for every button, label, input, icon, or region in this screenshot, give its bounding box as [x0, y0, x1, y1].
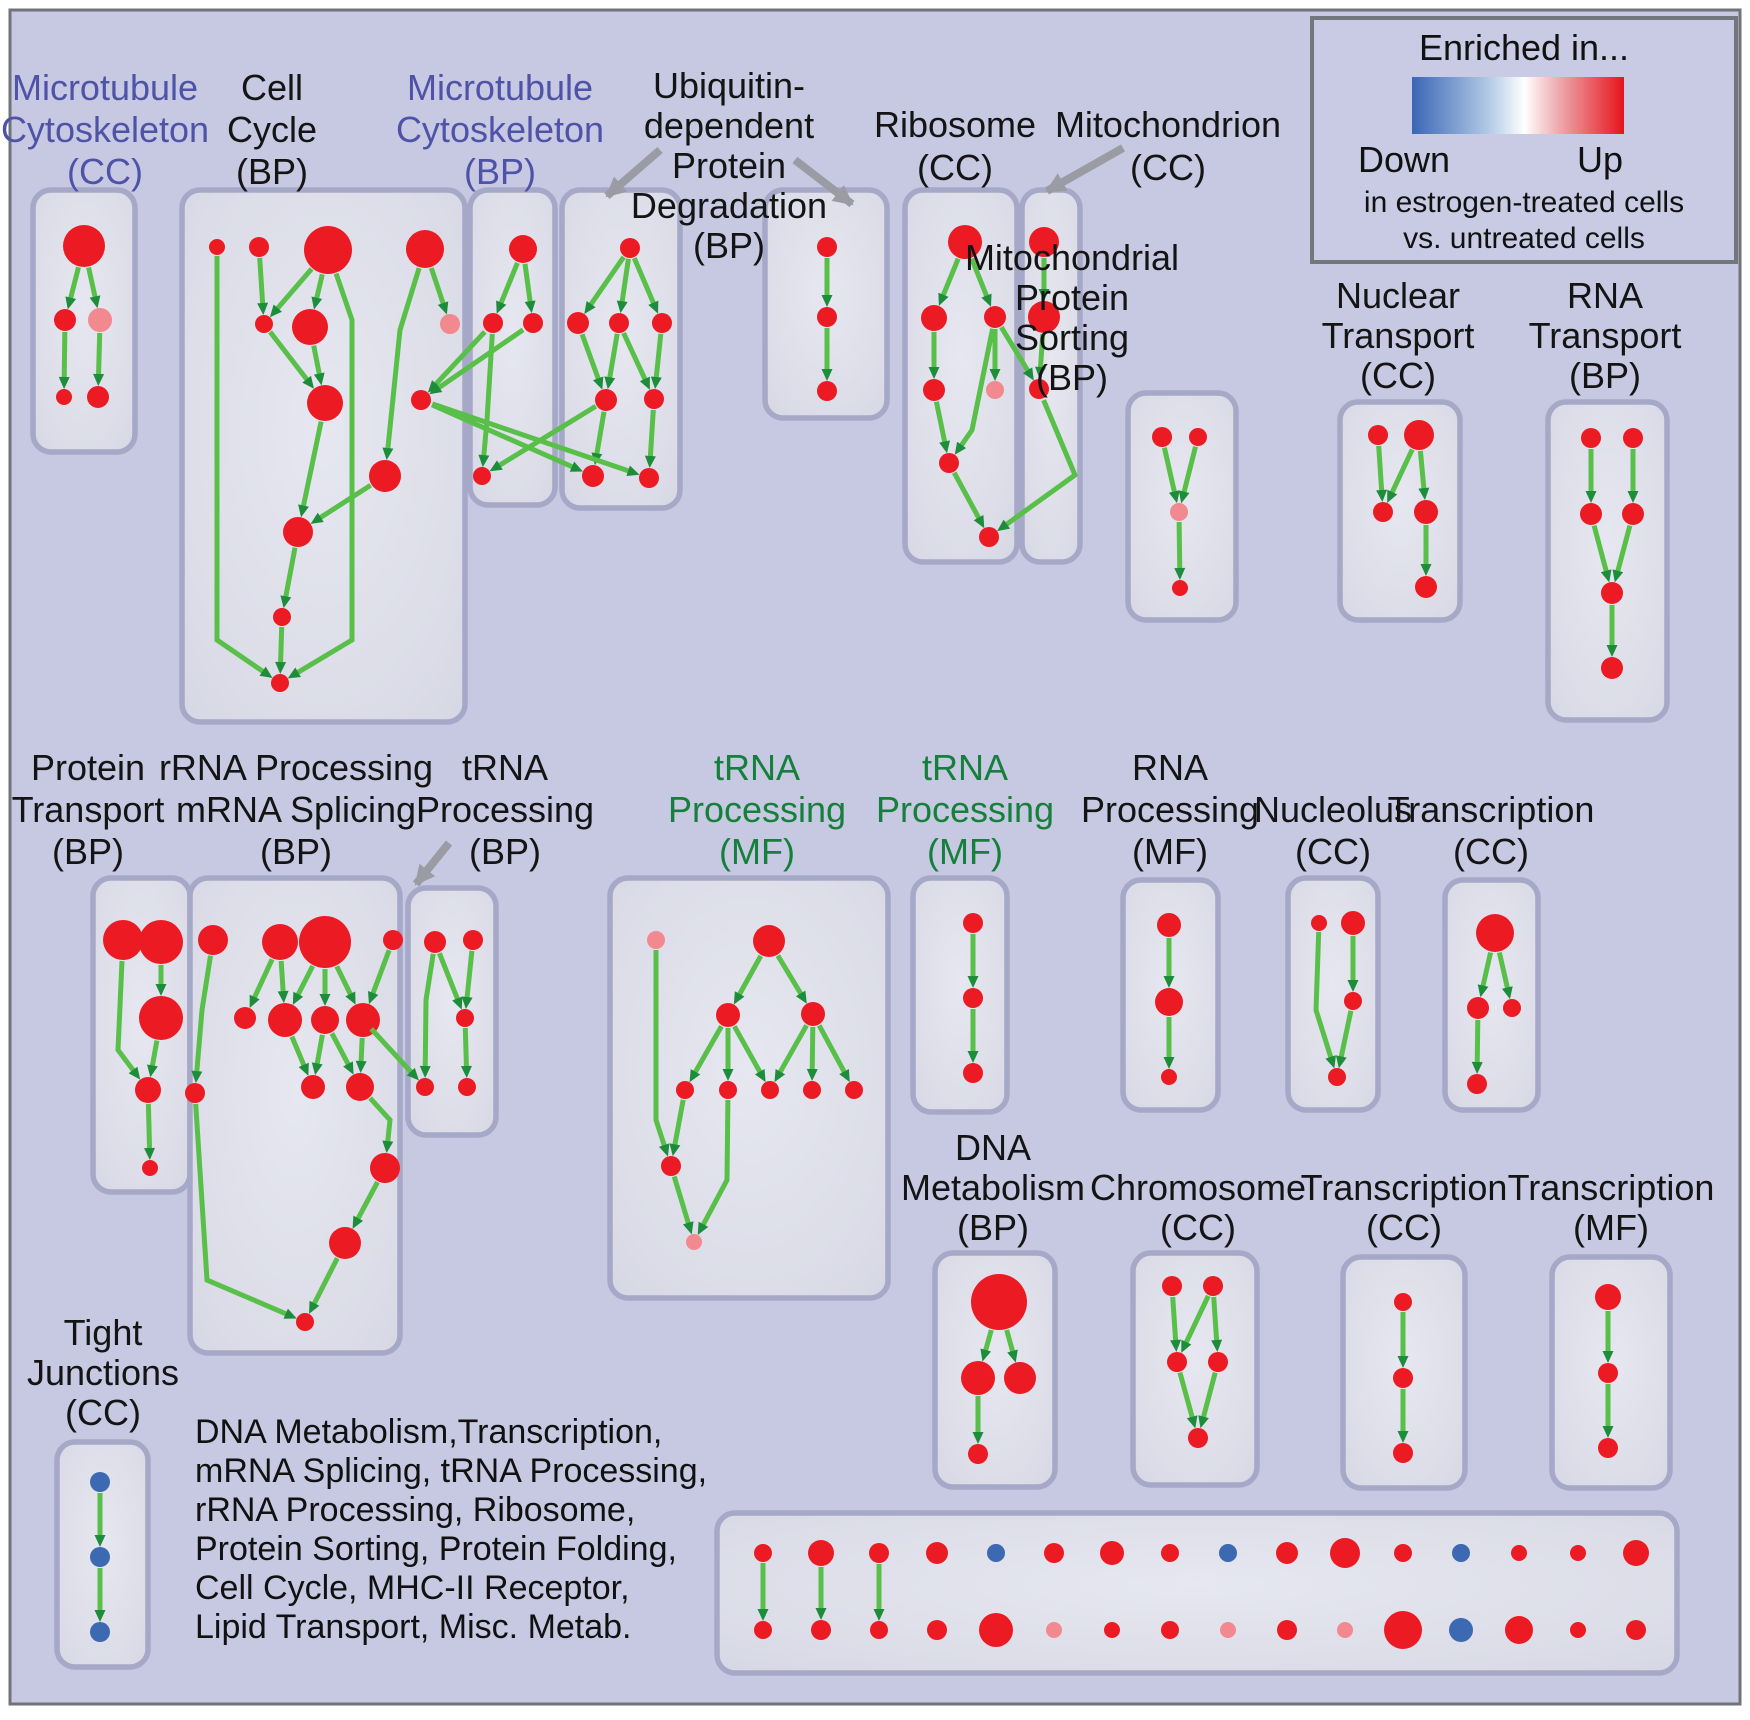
go-term-node: [870, 1621, 888, 1639]
go-term-node: [1626, 1620, 1646, 1640]
go-term-node: [406, 230, 444, 268]
go-term-node: [135, 1077, 161, 1103]
cluster-label-transcription-mf: (MF): [1573, 1207, 1649, 1248]
go-term-node: [979, 527, 999, 547]
cluster-label-cell-cycle-bp: Cycle: [226, 109, 318, 150]
go-term-node: [979, 1613, 1013, 1647]
cluster-label-ribosome-cc: Ribosome: [873, 104, 1037, 145]
legend-up-label: Up: [1576, 139, 1624, 180]
go-term-node: [1152, 427, 1172, 447]
go-term-node: [1580, 503, 1602, 525]
legend-down-label: Down: [1357, 139, 1451, 180]
cluster-box-chromosome-cc: [1133, 1253, 1257, 1485]
cluster-label-transcription-cc-lower: (CC): [1366, 1207, 1442, 1248]
go-term-node: [761, 1081, 779, 1099]
go-edge: [1379, 446, 1382, 493]
cluster-label-rna-transport-bp: RNA: [1566, 275, 1644, 316]
go-term-node: [63, 225, 105, 267]
cluster-label-transcription-cc-upper: (CC): [1453, 831, 1529, 872]
cluster-label-mitochondrial-protein-sorting-bp: Sorting: [1014, 317, 1130, 358]
go-term-node: [383, 930, 403, 950]
cluster-label-trna-processing-mf-small: (MF): [927, 831, 1003, 872]
cluster-label-microtubule-cytoskeleton-bp: Cytoskeleton: [395, 109, 605, 150]
go-term-node: [255, 315, 273, 333]
go-term-node: [1277, 1620, 1297, 1640]
cluster-label-transcription-cc-lower: Transcription: [1300, 1167, 1508, 1208]
go-term-node: [971, 1274, 1027, 1330]
cluster-label-cell-cycle-bp: Cell: [240, 67, 304, 108]
go-term-node: [1598, 1438, 1618, 1458]
go-term-node: [609, 313, 629, 333]
text-block-line: Cell Cycle, MHC-II Receptor,: [195, 1569, 630, 1607]
cluster-label-microtubule-cytoskeleton-cc: Microtubule: [11, 67, 199, 108]
go-term-node: [1203, 1276, 1223, 1296]
legend-title: Enriched in...: [1418, 27, 1630, 68]
go-term-node: [509, 235, 537, 263]
go-term-node: [1337, 1622, 1353, 1638]
text-block-line: mRNA Splicing, tRNA Processing,: [195, 1452, 708, 1490]
go-edge: [650, 410, 653, 459]
go-term-node: [1570, 1545, 1586, 1561]
cluster-label-mitochondrial-protein-sorting-bp: Mitochondrial: [964, 237, 1180, 278]
go-term-node: [686, 1234, 702, 1250]
go-term-node: [1167, 1352, 1187, 1372]
go-term-node: [369, 460, 401, 492]
go-term-node: [817, 307, 837, 327]
cluster-label-rna-processing-mf: Processing: [1080, 789, 1260, 830]
go-term-node: [754, 1621, 772, 1639]
go-term-node: [90, 1472, 110, 1492]
go-term-node: [1414, 500, 1438, 524]
go-term-node: [1220, 1622, 1236, 1638]
go-term-node: [234, 1007, 256, 1029]
go-term-node: [1341, 911, 1365, 935]
misc-categories-text-block: [195, 1413, 707, 1646]
label-line: dependent: [643, 105, 815, 146]
go-term-node: [56, 389, 72, 405]
go-term-node: [456, 1009, 474, 1027]
label-line: Degradation: [630, 185, 828, 226]
cluster-label-trna-processing-mf-small: tRNA: [921, 747, 1009, 788]
cluster-label-microtubule-cytoskeleton-cc: (CC): [67, 151, 143, 192]
go-edge: [812, 1027, 813, 1072]
go-term-node: [1598, 1363, 1618, 1383]
go-term-node: [639, 468, 659, 488]
go-term-node: [1404, 420, 1434, 450]
go-term-node: [567, 312, 589, 334]
cluster-label-dna-metabolism-bp: Metabolism: [900, 1167, 1086, 1208]
go-term-node: [1172, 580, 1188, 596]
go-term-node: [90, 1547, 110, 1567]
cluster-label-protein-transport-bp: (BP): [52, 831, 124, 872]
go-term-node: [652, 313, 672, 333]
go-term-node: [968, 1444, 988, 1464]
go-term-node: [1162, 1276, 1182, 1296]
go-term-node: [1330, 1538, 1360, 1568]
go-edge: [361, 1038, 362, 1064]
cluster-label-tight-junctions-cc: Junctions: [26, 1352, 180, 1393]
go-term-node: [424, 931, 446, 953]
cluster-box-nuclear-transport-cc: [1340, 402, 1460, 620]
cluster-label-mitochondrial-protein-sorting-bp: (BP): [1036, 357, 1108, 398]
cluster-label-trna-processing-bp: tRNA: [461, 747, 549, 788]
cluster-label-tight-junctions-cc: Tight: [63, 1312, 143, 1353]
go-term-node: [209, 239, 225, 255]
cluster-label-trna-processing-bp: Processing: [415, 789, 595, 830]
go-term-node: [483, 313, 503, 333]
go-term-node: [926, 1542, 948, 1564]
go-term-node: [647, 931, 665, 949]
go-term-node: [1415, 576, 1437, 598]
cluster-label-cell-cycle-bp: (BP): [236, 151, 308, 192]
cluster-label-microtubule-cytoskeleton-cc: Cytoskeleton: [0, 109, 210, 150]
cluster-label-dna-metabolism-bp: (BP): [957, 1207, 1029, 1248]
go-term-node: [523, 313, 543, 333]
go-term-node: [1189, 428, 1207, 446]
cluster-label-rna-processing-mf: RNA: [1131, 747, 1209, 788]
go-term-node: [1311, 915, 1327, 931]
go-edge: [64, 332, 65, 380]
go-term-node: [1004, 1362, 1036, 1394]
go-term-node: [1208, 1352, 1228, 1372]
go-edge: [260, 258, 263, 306]
go-term-node: [1157, 913, 1181, 937]
go-term-node: [262, 924, 298, 960]
cluster-label-rrna-processing-mrna-splicing-bp: rRNA Processing: [158, 747, 434, 788]
go-term-node: [1161, 1621, 1179, 1639]
cluster-label-mitochondrion-cc: (CC): [1130, 147, 1206, 188]
go-term-node: [1595, 1284, 1621, 1310]
cluster-misc-cluster: [717, 1513, 1677, 1673]
go-term-node: [801, 1002, 825, 1026]
cluster-nuclear-transport-cc: [1322, 275, 1475, 620]
go-term-node: [984, 306, 1006, 328]
go-edge: [99, 333, 100, 377]
go-term-node: [927, 1620, 947, 1640]
go-term-node: [1393, 1443, 1413, 1463]
go-term-node: [803, 1081, 821, 1099]
cluster-label-trna-processing-mf-small: Processing: [875, 789, 1055, 830]
go-term-node: [1161, 1069, 1177, 1085]
go-edge: [1173, 1297, 1176, 1343]
go-term-node: [1467, 997, 1489, 1019]
go-term-node: [1581, 428, 1601, 448]
go-edge: [1477, 1020, 1478, 1065]
go-term-node: [103, 920, 143, 960]
cluster-label-mitochondrial-protein-sorting-bp: Protein: [1014, 277, 1130, 318]
label-line: Ubiquitin-: [652, 65, 806, 106]
cluster-label-nuclear-transport-cc: Transport: [1321, 315, 1475, 356]
cluster-label-microtubule-cytoskeleton-bp: (BP): [464, 151, 536, 192]
go-term-node: [1384, 1611, 1422, 1649]
go-term-node: [620, 238, 640, 258]
go-term-node: [1373, 502, 1393, 522]
cluster-label-nucleolus-cc: Nucleolus: [1253, 789, 1413, 830]
legend-subtitle-line2: vs. untreated cells: [1403, 222, 1645, 255]
cluster-box-trna-processing-bp: [408, 888, 496, 1135]
cluster-label-nuclear-transport-cc: (CC): [1360, 355, 1436, 396]
go-term-node: [869, 1543, 889, 1563]
go-term-node: [754, 1544, 772, 1562]
go-term-node: [595, 389, 617, 411]
go-term-node: [139, 920, 183, 964]
cluster-label-protein-transport-bp: Protein: [30, 747, 146, 788]
cluster-ubiquitin-degradation-box-1: [562, 190, 680, 508]
go-term-node: [1104, 1622, 1120, 1638]
cluster-label-microtubule-cytoskeleton-bp: Microtubule: [406, 67, 594, 108]
cluster-label-trna-processing-mf-large: (MF): [719, 831, 795, 872]
go-term-node: [845, 1081, 863, 1099]
go-term-node: [1188, 1428, 1208, 1448]
go-term-node: [268, 1003, 302, 1037]
go-term-node: [963, 913, 983, 933]
go-term-node: [1623, 428, 1643, 448]
go-term-node: [139, 996, 183, 1040]
go-term-node: [473, 467, 491, 485]
go-edge: [1214, 1297, 1217, 1343]
go-edge: [465, 1028, 466, 1069]
go-term-node: [963, 988, 983, 1008]
go-term-node: [1161, 1544, 1179, 1562]
go-term-node: [1449, 1618, 1473, 1642]
cluster-label-rna-transport-bp: Transport: [1528, 315, 1682, 356]
go-term-node: [1623, 1540, 1649, 1566]
go-term-node: [923, 379, 945, 401]
cluster-box-ubiquitin-degradation-box-1: [562, 190, 680, 508]
cluster-label-transcription-mf: Transcription: [1507, 1167, 1715, 1208]
go-term-node: [963, 1063, 983, 1083]
go-term-node: [987, 1544, 1005, 1562]
go-term-node: [292, 309, 328, 345]
go-term-node: [54, 309, 76, 331]
cluster-label-tight-junctions-cc: (CC): [65, 1392, 141, 1433]
go-term-node: [1393, 1368, 1413, 1388]
go-term-node: [661, 1156, 681, 1176]
cluster-rna-transport-bp: [1529, 275, 1682, 720]
go-term-node: [370, 1153, 400, 1183]
go-term-node: [198, 925, 228, 955]
go-term-node: [1394, 1544, 1412, 1562]
cluster-label-trna-processing-bp: (BP): [469, 831, 541, 872]
go-term-node: [1476, 914, 1514, 952]
go-term-node: [346, 1073, 374, 1101]
cluster-label-trna-processing-mf-large: Processing: [667, 789, 847, 830]
cluster-label-trna-processing-mf-large: tRNA: [713, 747, 801, 788]
cluster-label-dna-metabolism-bp: DNA: [954, 1127, 1032, 1168]
cluster-label-chromosome-cc: Chromosome: [1089, 1167, 1307, 1208]
label-line: Protein: [671, 145, 787, 186]
go-term-node: [440, 314, 460, 334]
cluster-label-ribosome-cc: (CC): [917, 147, 993, 188]
cluster-label-rrna-processing-mrna-splicing-bp: (BP): [260, 831, 332, 872]
go-term-node: [304, 226, 352, 274]
go-term-node: [644, 389, 664, 409]
go-term-node: [185, 1083, 205, 1103]
go-term-node: [921, 305, 947, 331]
go-term-node: [142, 1160, 158, 1176]
go-term-node: [311, 1006, 339, 1034]
cluster-label-rrna-processing-mrna-splicing-bp: mRNA Splicing: [175, 789, 417, 830]
text-block-line: Protein Sorting, Protein Folding,: [195, 1530, 677, 1568]
cluster-label-rna-processing-mf: (MF): [1132, 831, 1208, 872]
go-term-node: [1155, 988, 1183, 1016]
go-term-node: [1219, 1544, 1237, 1562]
go-term-node: [1601, 657, 1623, 679]
go-term-node: [307, 385, 343, 421]
go-term-node: [1622, 503, 1644, 525]
cluster-label-nuclear-transport-cc: Nuclear: [1335, 275, 1461, 316]
go-term-node: [1570, 1622, 1586, 1638]
go-term-node: [808, 1540, 834, 1566]
cluster-label-protein-transport-bp: Transport: [11, 789, 165, 830]
go-term-node: [88, 308, 112, 332]
go-term-node: [1394, 1293, 1412, 1311]
go-edge: [148, 1104, 149, 1151]
go-edge: [281, 627, 282, 665]
text-block-line: DNA Metabolism,Transcription,: [195, 1413, 663, 1451]
text-block-line: rRNA Processing, Ribosome,: [195, 1491, 636, 1529]
cluster-box-trna-processing-mf-small: [913, 878, 1007, 1112]
cluster-label-chromosome-cc: (CC): [1160, 1207, 1236, 1248]
go-term-node: [1503, 999, 1521, 1017]
go-term-node: [273, 608, 291, 626]
go-term-node: [753, 925, 785, 957]
go-term-node: [249, 237, 269, 257]
legend-subtitle-line1: in estrogen-treated cells: [1363, 186, 1685, 219]
text-block-line: Lipid Transport, Misc. Metab.: [195, 1608, 632, 1646]
go-term-node: [1046, 1622, 1062, 1638]
go-term-node: [1044, 1543, 1064, 1563]
go-term-node: [676, 1081, 694, 1099]
label-line: (BP): [693, 225, 765, 266]
cluster-label-mitochondrion-cc: Mitochondrion: [1054, 104, 1282, 145]
go-term-node: [1100, 1541, 1124, 1565]
go-term-node: [817, 381, 837, 401]
cluster-label-transcription-cc-upper: Transcription: [1387, 789, 1595, 830]
go-term-node: [87, 386, 109, 408]
go-term-node: [716, 1003, 740, 1027]
go-edge: [281, 961, 283, 994]
go-term-node: [1511, 1545, 1527, 1561]
go-term-node: [1276, 1542, 1298, 1564]
go-term-node: [458, 1078, 476, 1096]
go-term-node: [961, 1361, 995, 1395]
cluster-box-protein-transport-bp: [93, 878, 190, 1192]
go-term-node: [1601, 582, 1623, 604]
go-term-node: [271, 674, 289, 692]
go-term-node: [582, 465, 604, 487]
go-term-node: [1170, 503, 1188, 521]
go-term-node: [939, 453, 959, 473]
go-term-node: [817, 237, 837, 257]
go-term-node: [283, 517, 313, 547]
go-term-node: [463, 930, 483, 950]
legend-gradient-bar: [1412, 77, 1624, 134]
go-term-node: [1344, 992, 1362, 1010]
go-term-node: [1467, 1074, 1487, 1094]
go-edge: [1179, 522, 1180, 571]
go-term-node: [329, 1227, 361, 1259]
go-term-node: [416, 1078, 434, 1096]
go-term-node: [1452, 1544, 1470, 1562]
go-term-node: [299, 916, 351, 968]
legend: [1312, 18, 1736, 262]
cluster-label-nucleolus-cc: (CC): [1295, 831, 1371, 872]
cluster-label-rna-transport-bp: (BP): [1569, 355, 1641, 396]
go-term-node: [411, 390, 431, 410]
go-term-node: [1505, 1616, 1533, 1644]
go-term-node: [719, 1081, 737, 1099]
go-term-node: [296, 1313, 314, 1331]
go-term-node: [986, 381, 1004, 399]
cluster-box-misc-cluster: [717, 1513, 1677, 1673]
go-term-node: [90, 1622, 110, 1642]
go-term-node: [811, 1620, 831, 1640]
go-term-node: [1328, 1068, 1346, 1086]
go-term-node: [301, 1075, 325, 1099]
go-term-node: [1368, 425, 1388, 445]
